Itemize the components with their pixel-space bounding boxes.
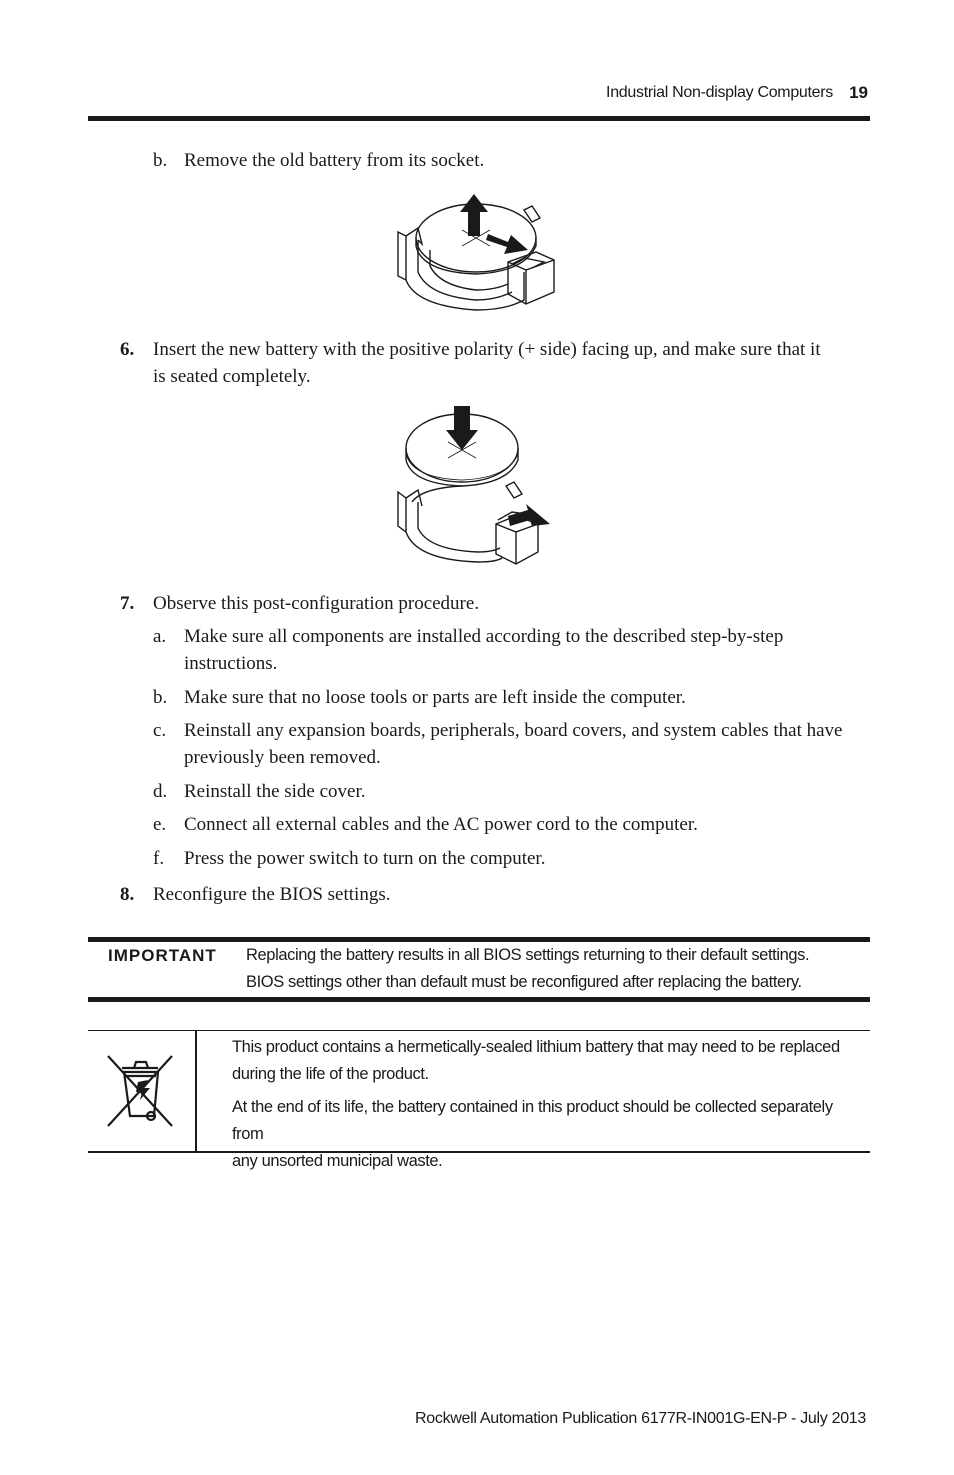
crossed-out-wheelie-bin-icon [104, 1052, 176, 1130]
step-text-line: is seated completely. [153, 366, 311, 387]
page-number: 19 [849, 83, 868, 102]
substep-letter: e. [153, 814, 167, 835]
step-number: 7. [120, 593, 135, 614]
important-text [246, 942, 846, 996]
substep-letter: f. [153, 848, 165, 869]
substep-letter: c. [153, 720, 167, 741]
step-number: 6. [120, 339, 135, 360]
substep-letter: a. [153, 626, 167, 647]
important-bottom-rule [88, 997, 870, 1002]
weee-paragraph-2 [232, 1094, 862, 1175]
weee-paragraph-1 [232, 1034, 862, 1088]
remove-battery-figure [396, 188, 560, 316]
substep-text [184, 623, 874, 677]
substep-text: Press the power switch to turn on the computer. [184, 848, 546, 869]
substep-text: Remove the old battery from its socket. [184, 150, 485, 171]
step-text: Reconfigure the BIOS settings. [153, 884, 391, 905]
weee-line: during the life of the product. [232, 1065, 429, 1083]
substep-line: Make sure all components are installed according to the described step-by-step [184, 626, 784, 647]
substep-line: Reinstall any expansion boards, peripherals, board covers, and system cables that have [184, 720, 843, 741]
header-rule [88, 116, 870, 121]
substep-line: previously been removed. [184, 747, 381, 768]
important-label: IMPORTANT [108, 946, 217, 965]
substep-letter: d. [153, 781, 168, 802]
weee-top-rule [88, 1030, 870, 1031]
running-header-title: Industrial Non-display Computers [606, 84, 833, 101]
weee-line: At the end of its life, the battery contained in this product should be collected separately from [232, 1098, 833, 1143]
important-line: BIOS settings other than default must be reconfigured after replacing the battery. [246, 973, 802, 991]
weee-line: This product contains a hermetically-sealed lithium battery that may need to be replaced [232, 1038, 840, 1056]
substep-text: Reinstall the side cover. [184, 781, 366, 802]
substep-letter: b. [153, 150, 168, 171]
important-line: Replacing the battery results in all BIOS settings returning to their default settings. [246, 946, 810, 964]
substep-text: Make sure that no loose tools or parts are left inside the computer. [184, 687, 686, 708]
insert-battery-figure [392, 402, 556, 568]
step-number: 8. [120, 884, 135, 905]
substep-text [184, 717, 874, 771]
substep-line: instructions. [184, 653, 278, 674]
step-text: Observe this post-configuration procedure. [153, 593, 480, 614]
weee-line: any unsorted municipal waste. [232, 1152, 443, 1170]
publication-footer: Rockwell Automation Publication 6177R-IN001G-EN-P - July 2013 [415, 1410, 866, 1427]
step-text [153, 336, 873, 390]
weee-column-divider [195, 1030, 197, 1152]
substep-letter: b. [153, 687, 168, 708]
substep-text: Connect all external cables and the AC power cord to the computer. [184, 814, 698, 835]
step-text-line: Insert the new battery with the positive polarity (+ side) facing up, and make sure that it [153, 339, 821, 360]
